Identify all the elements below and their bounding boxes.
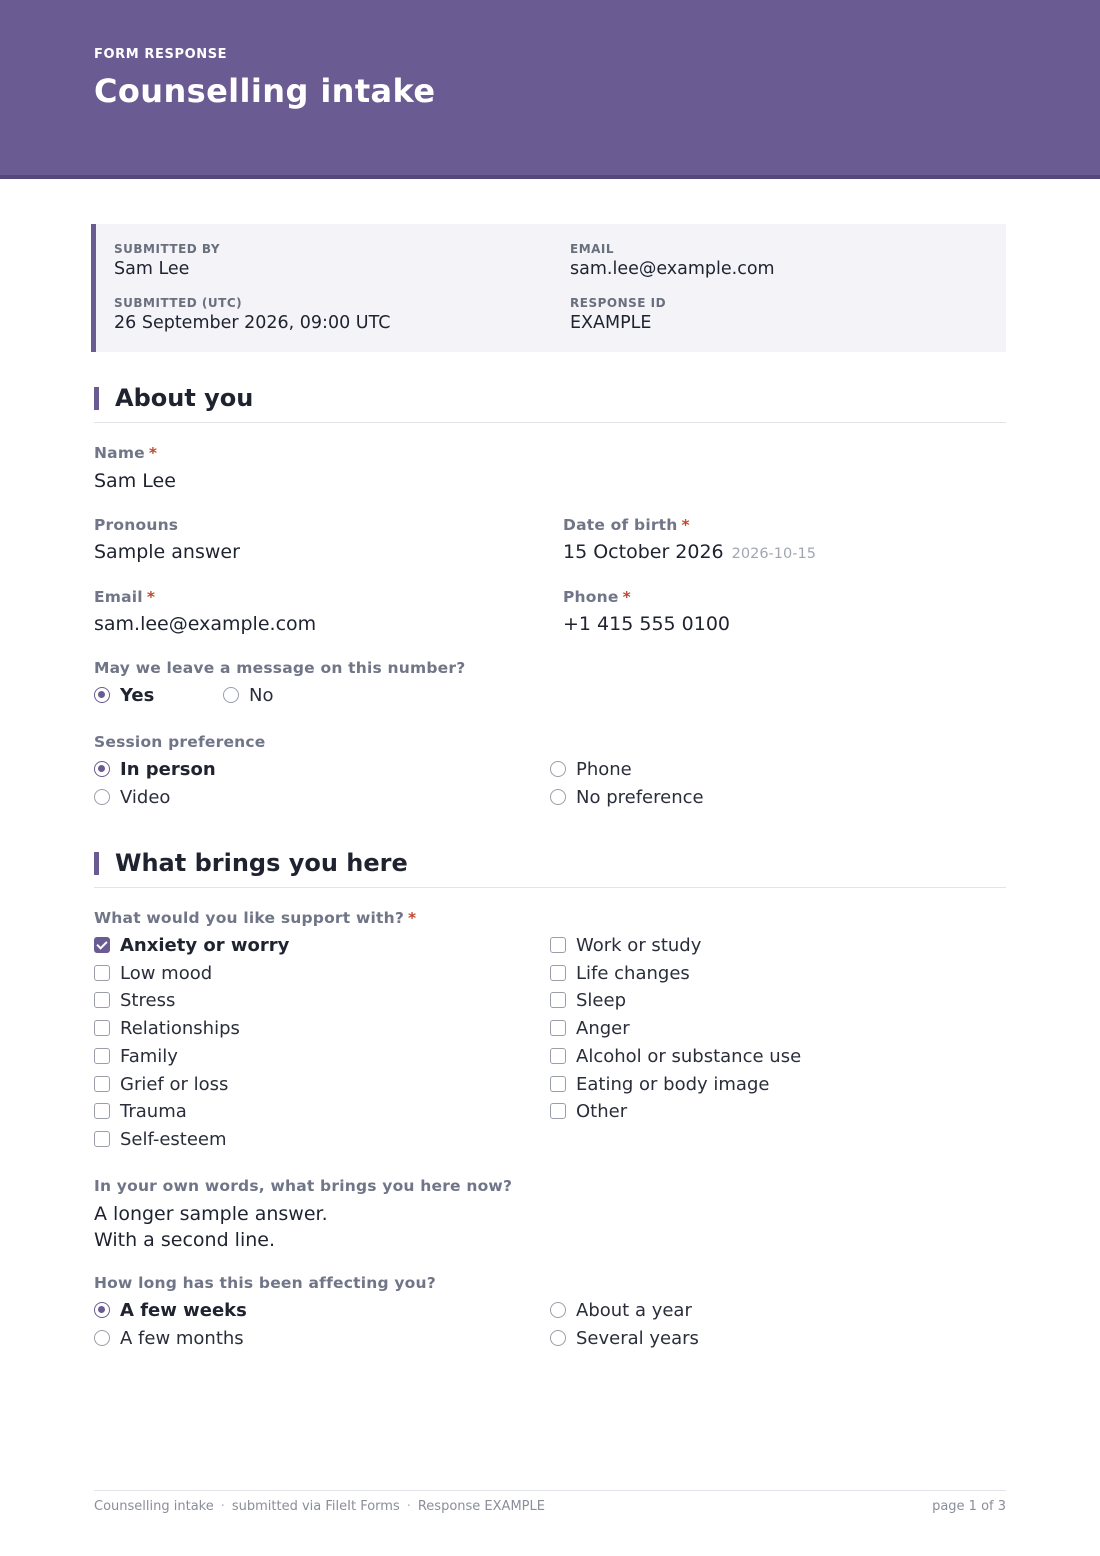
page-number: page 1 of 3: [932, 1499, 1006, 1514]
question-name: [94, 444, 157, 462]
checkbox-empty-icon: [94, 1076, 110, 1092]
question-session-preference: Session preference: [94, 733, 266, 751]
answer-dob: [563, 541, 816, 563]
checkbox-checked-icon: [94, 937, 110, 953]
question-dob: [563, 516, 690, 534]
option-label: Anxiety or worry: [120, 935, 290, 956]
meta-email: [570, 242, 775, 279]
option-label: In person: [120, 759, 216, 780]
required-marker: *: [681, 516, 690, 534]
option-label: About a year: [576, 1300, 692, 1321]
radio-empty-icon: [550, 789, 566, 805]
option-several-years: [550, 1327, 699, 1351]
option-label: Several years: [576, 1328, 699, 1349]
option-label: Family: [120, 1046, 178, 1067]
answer-line: With a second line.: [94, 1229, 275, 1251]
option-label: Eating or body image: [576, 1074, 770, 1095]
checkbox-life-changes: [550, 962, 690, 986]
dob-iso: 2026-10-15: [731, 546, 816, 562]
meta-value: 26 September 2026, 09:00 UTC: [114, 313, 391, 333]
checkbox-family: [94, 1045, 178, 1069]
option-label: Phone: [576, 759, 632, 780]
checkbox-empty-icon: [94, 992, 110, 1008]
radio-empty-icon: [223, 687, 239, 703]
section-title: What brings you here: [115, 849, 408, 877]
question-label: Name: [94, 444, 145, 462]
option-label: No: [249, 685, 274, 706]
option-few-weeks: [94, 1299, 247, 1323]
page-footer: [94, 1490, 1006, 1514]
header-kicker: FORM RESPONSE: [94, 47, 228, 62]
answer-phone: +1 415 555 0100: [563, 613, 731, 635]
form-header: [0, 0, 1100, 179]
section-about-you: [94, 383, 1006, 423]
checkbox-eating: [550, 1073, 769, 1097]
option-label: No preference: [576, 787, 704, 808]
footer-via: submitted via FileIt Forms: [231, 1499, 400, 1514]
option-label: Sleep: [576, 990, 627, 1011]
option-label: Anger: [576, 1018, 630, 1039]
checkbox-empty-icon: [550, 1076, 566, 1092]
option-label: Life changes: [576, 963, 690, 984]
answer-line: A longer sample answer.: [94, 1203, 328, 1225]
checkbox-empty-icon: [94, 1048, 110, 1064]
option-label: A few weeks: [120, 1300, 247, 1321]
option-label: A few months: [120, 1328, 244, 1349]
form-title: Counselling intake: [94, 72, 436, 110]
dob-value: 15 October 2026: [563, 541, 724, 563]
meta-submitted-by: [114, 242, 220, 279]
section-accent-bar: [94, 387, 99, 410]
option-few-months: [94, 1327, 244, 1351]
question-leave-message: May we leave a message on this number?: [94, 659, 466, 677]
submission-meta: [91, 224, 1006, 352]
meta-submitted-utc: [114, 296, 390, 333]
radio-selected-icon: [94, 1302, 110, 1318]
required-marker: *: [146, 588, 156, 606]
checkbox-self-esteem: [94, 1128, 227, 1152]
meta-label: SUBMITTED (UTC): [114, 296, 243, 310]
checkbox-empty-icon: [94, 1103, 110, 1119]
option-label: Work or study: [576, 935, 702, 956]
footer-info: [94, 1499, 545, 1514]
option-label: Grief or loss: [120, 1074, 229, 1095]
footer-form-name: Counselling intake: [94, 1499, 214, 1514]
option-phone: [550, 758, 632, 782]
required-marker: *: [622, 588, 631, 606]
option-no-preference: [550, 786, 704, 810]
question-label: Email: [94, 588, 143, 606]
question-own-words: In your own words, what brings you here now?: [94, 1177, 513, 1195]
checkbox-sleep: [550, 989, 626, 1013]
radio-selected-icon: [94, 761, 110, 777]
option-label: Alcohol or substance use: [576, 1046, 802, 1067]
radio-empty-icon: [550, 1302, 566, 1318]
radio-selected-icon: [94, 687, 110, 703]
footer-separator: ·: [220, 1499, 225, 1514]
answer-email: sam.lee@example.com: [94, 613, 317, 635]
footer-separator: ·: [406, 1499, 411, 1514]
checkbox-empty-icon: [550, 965, 566, 981]
checkbox-work-study: [550, 934, 701, 958]
checkbox-empty-icon: [550, 992, 566, 1008]
meta-value: Sam Lee: [114, 259, 190, 279]
checkbox-anger: [550, 1017, 630, 1041]
meta-label: RESPONSE ID: [570, 296, 667, 310]
answer-pronouns: Sample answer: [94, 541, 240, 563]
option-label: Other: [576, 1101, 628, 1122]
checkbox-empty-icon: [94, 1020, 110, 1036]
checkbox-empty-icon: [550, 1048, 566, 1064]
meta-response-id: [570, 296, 666, 333]
section-what-brings-you: [94, 848, 1006, 888]
option-label: Self-esteem: [120, 1129, 227, 1150]
radio-empty-icon: [94, 1330, 110, 1346]
option-label: Stress: [120, 990, 176, 1011]
checkbox-empty-icon: [550, 1020, 566, 1036]
required-marker: *: [148, 444, 158, 462]
meta-label: SUBMITTED BY: [114, 242, 221, 256]
checkbox-stress: [94, 989, 175, 1013]
option-no: [223, 684, 273, 708]
radio-empty-icon: [550, 1330, 566, 1346]
checkbox-grief: [94, 1073, 228, 1097]
option-about-a-year: [550, 1299, 692, 1323]
checkbox-trauma: [94, 1100, 187, 1124]
checkbox-empty-icon: [550, 937, 566, 953]
checkbox-low-mood: [94, 962, 212, 986]
checkbox-anxiety: [94, 934, 289, 958]
meta-value: sam.lee@example.com: [570, 259, 775, 279]
question-label: Date of birth: [563, 516, 678, 534]
section-title: About you: [115, 384, 254, 412]
option-in-person: [94, 758, 216, 782]
checkbox-alcohol: [550, 1045, 801, 1069]
option-video: [94, 786, 170, 810]
radio-empty-icon: [94, 789, 110, 805]
question-duration: How long has this been affecting you?: [94, 1274, 436, 1292]
option-label: Trauma: [120, 1101, 187, 1122]
answer-name: Sam Lee: [94, 470, 176, 492]
option-label: Low mood: [120, 963, 213, 984]
checkbox-empty-icon: [550, 1103, 566, 1119]
option-label: Video: [120, 787, 171, 808]
question-label: What would you like support with?: [94, 909, 405, 927]
footer-response: Response EXAMPLE: [417, 1499, 545, 1514]
option-label: Relationships: [120, 1018, 240, 1039]
checkbox-relationships: [94, 1017, 240, 1041]
question-email: [94, 588, 155, 606]
option-label: Yes: [120, 685, 155, 706]
section-accent-bar: [94, 852, 99, 875]
checkbox-other: [550, 1100, 627, 1124]
checkbox-empty-icon: [94, 965, 110, 981]
question-support: [94, 909, 416, 927]
question-phone: [563, 588, 631, 606]
question-label: Phone: [563, 588, 619, 606]
meta-label: EMAIL: [570, 242, 615, 256]
question-pronouns: Pronouns: [94, 516, 179, 534]
radio-empty-icon: [550, 761, 566, 777]
checkbox-empty-icon: [94, 1131, 110, 1147]
answer-own-words: [94, 1201, 328, 1253]
required-marker: *: [408, 909, 417, 927]
option-yes: [94, 684, 154, 708]
meta-value: EXAMPLE: [570, 313, 652, 333]
